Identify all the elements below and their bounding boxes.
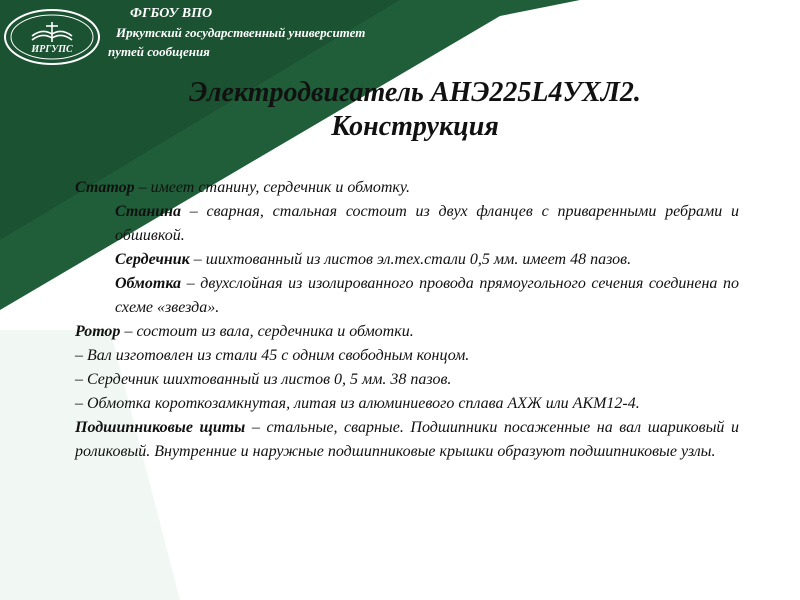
shields-paragraph: [75, 416, 739, 464]
university-logo: [2, 6, 102, 68]
rotor-item-core: – Сердечник шихтованный из листов 0, 5 мм. 38 пазов.: [75, 371, 452, 388]
rotor-term: Ротор: [75, 323, 121, 340]
shields-term: Подшипниковые щиты: [75, 419, 246, 436]
winding-paragraph: [75, 272, 739, 320]
frame-paragraph: [75, 200, 739, 248]
shields-text: – стальные, сварные. Подшипники посаженные на вал шариковый и роликовый. Внутренние и наружные подшипниковые крышки образуют подшипниковые узлы.: [75, 419, 740, 460]
winding-term: Обмотка: [115, 275, 182, 292]
core-text: – шихтованный из листов эл.тех.стали 0,5 мм. имеет 48 пазов.: [189, 251, 632, 268]
core-paragraph: [75, 248, 739, 272]
stator-term: Статор: [75, 179, 135, 196]
slide-content: [75, 176, 739, 464]
slide-title: [110, 76, 720, 144]
org-line-3: путей сообщения: [108, 44, 210, 59]
rotor-item-winding: – Обмотка короткозамкнутая, литая из алюминиевого сплава АХЖ или АКМ12-4.: [75, 395, 640, 412]
rotor-paragraph: [75, 320, 739, 344]
org-line-2: Иркутский государственный университет: [116, 25, 366, 40]
winding-text: – двухслойная из изолированного провода прямоугольного сечения соединена по схеме «звезда».: [115, 275, 739, 316]
frame-text: – сварная, стальная состоит из двух фланцев с приваренными ребрами и обшивкой.: [115, 203, 739, 244]
frame-term: Станина: [115, 203, 182, 220]
core-term: Сердечник: [115, 251, 190, 268]
logo-text: ИРГУПС: [31, 44, 73, 55]
organization-name: [108, 4, 365, 61]
rotor-item-shaft: – Вал изготовлен из стали 45 с одним свободным концом.: [75, 347, 470, 364]
rotor-text: – состоит из вала, сердечника и обмотки.: [120, 323, 414, 340]
title-line-2: Конструкция: [331, 111, 499, 142]
stator-text: – имеет станину, сердечник и обмотку.: [134, 179, 410, 196]
title-line-1: Электродвигатель АНЭ225L4УХЛ2.: [189, 77, 641, 108]
university-emblem-icon: [32, 22, 72, 42]
stator-paragraph: [75, 176, 739, 200]
org-line-1: ФГБОУ ВПО: [130, 6, 213, 21]
